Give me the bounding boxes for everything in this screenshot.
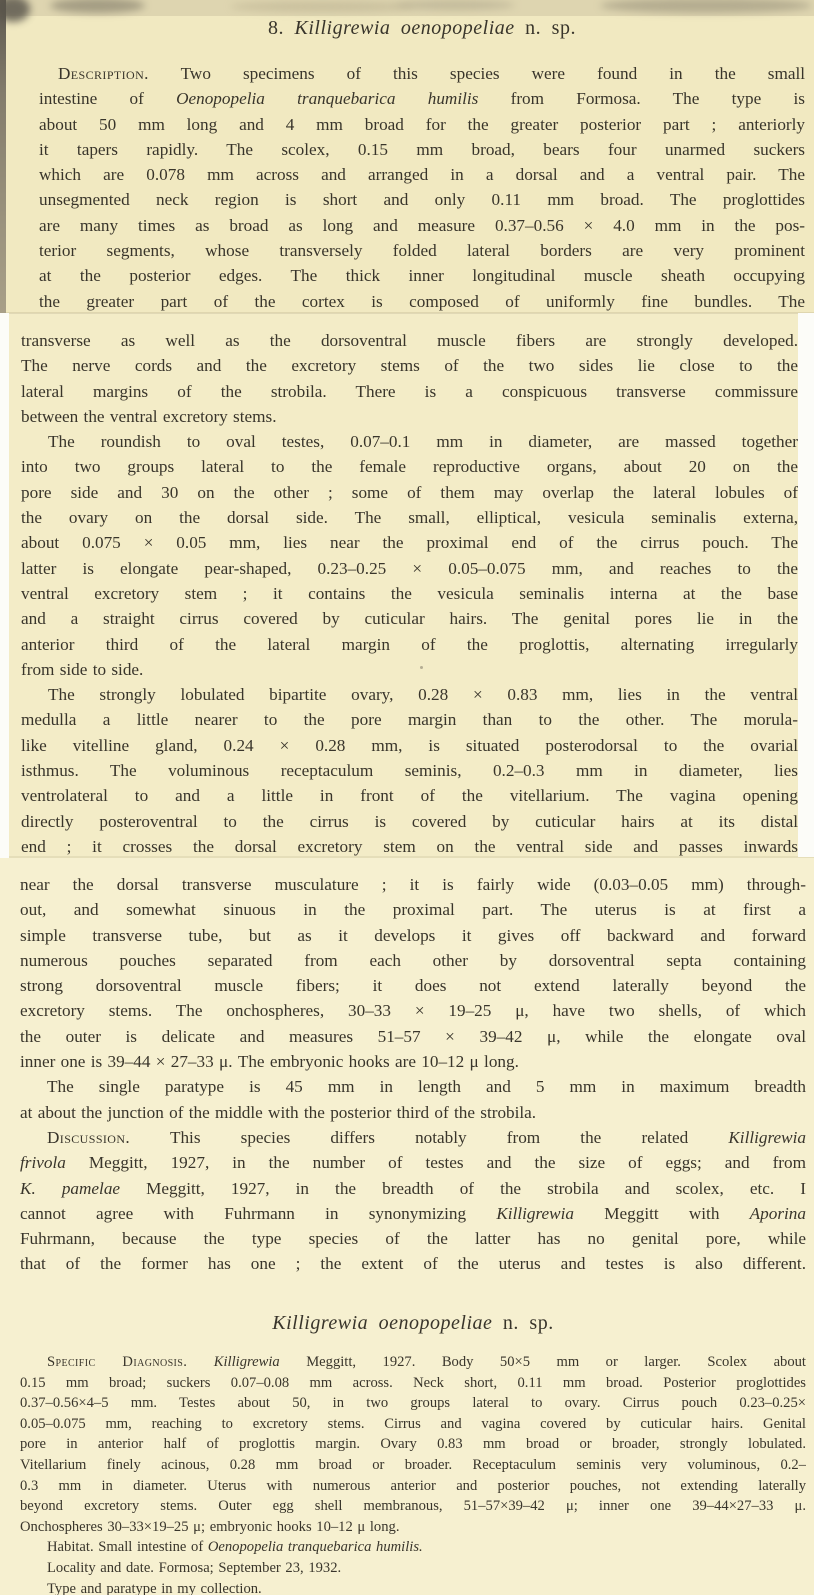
text-line	[20, 998, 806, 1023]
text-run: out, and somewhat sinuous in the proximal part. The uterus is at first a	[20, 900, 806, 920]
text-run: Locality and date. Formosa; September 23, 1932.	[47, 1559, 342, 1576]
text-line	[39, 61, 805, 86]
text-run: are many times as broad as long and measure 0.37–0.56 × 4.0 mm in the pos-	[39, 215, 805, 235]
smallcaps-text-run: Description.	[58, 64, 149, 83]
text-run: This species differs notably from the related	[130, 1127, 729, 1147]
text-line	[20, 1049, 806, 1074]
text-line	[39, 162, 805, 187]
scan-edge-shadow	[0, 0, 6, 313]
scan-edge-artifact	[798, 313, 814, 857]
text-run: intestine of	[39, 89, 177, 109]
italic-text-run: K. pamelae	[20, 1178, 121, 1198]
text-run: the ovary on the dorsal side. The small, elliptical, vesicula seminalis externa,	[21, 508, 798, 528]
text-line	[21, 657, 798, 682]
text-line	[20, 872, 806, 897]
text-line	[21, 758, 798, 783]
text-line	[20, 1393, 806, 1414]
text-line	[21, 328, 798, 353]
text-line	[39, 263, 805, 288]
text-line	[21, 606, 798, 631]
text-line	[39, 213, 805, 238]
text-run: lateral margins of the strobila. There is a conspicuous transverse commissure	[21, 381, 798, 401]
description-paragraphs-top	[39, 61, 805, 314]
text-run: the outer is delicate and measures 51–57 × 39–42 μ, while the elongate oval	[20, 1026, 806, 1046]
text-line	[20, 948, 806, 973]
text-line	[20, 1352, 806, 1373]
text-run: numerous pouches separated from each other by dorsoventral septa containing	[20, 950, 806, 970]
text-run: ventral excretory stem ; it contains the vesicula seminalis interna at the base	[21, 583, 798, 603]
text-run: 0.37–0.56×4–5 mm. Testes about 50, in two groups lateral to ovary. Cirrus pouch 0.23–0.25×	[20, 1395, 806, 1412]
text-run: Habitat. Small intestine of	[47, 1539, 208, 1556]
text-run: Vitellarium finely acinous, 0.28 mm broad or broader. Receptaculum seminis very voluminous, 0.2–	[20, 1456, 806, 1473]
text-run: that of the former has one ; the extent of the uterus and testes is also different.	[20, 1254, 806, 1274]
text-run: pore side and 30 on the other ; some of them may overlap the lateral lobules of	[21, 482, 798, 502]
text-line	[21, 834, 798, 859]
text-line	[20, 1201, 806, 1226]
text-run: ventrolateral to and a little in front of the vitellarium. The vagina opening	[21, 786, 798, 806]
text-run: excretory stems. The onchospheres, 30–33 × 19–25 μ, have two shells, of which	[20, 1001, 806, 1021]
text-line	[21, 632, 798, 657]
text-run: The roundish to oval testes, 0.07–0.1 mm in diameter, are massed together	[48, 432, 798, 452]
text-run: latter is elongate pear-shaped, 0.23–0.25 × 0.05–0.075 mm, and reaches to the	[21, 558, 798, 578]
text-line	[20, 1476, 806, 1497]
italic-text-run: Killigrewia	[213, 1354, 280, 1370]
text-line	[21, 733, 798, 758]
text-line	[20, 1579, 806, 1595]
text-line	[21, 353, 798, 378]
italic-text-run: Killigrewia oenopopeliae	[294, 17, 515, 39]
text-line	[21, 707, 798, 732]
text-run: terior segments, whose transversely folded lateral borders are very prominent	[39, 241, 805, 261]
text-run: inner one is 39–44 × 27–33 μ. The embryonic hooks are 10–12 μ long.	[20, 1052, 519, 1072]
text-line	[20, 1226, 806, 1251]
text-line	[21, 556, 798, 581]
text-line	[39, 13, 805, 43]
text-run: anterior third of the lateral margin of the proglottis, alternating irregularly	[21, 634, 798, 654]
text-run: which are 0.078 mm across and arranged in a dorsal and a ventral pair. The	[39, 165, 805, 185]
smallcaps-text-run: Specific Diagnosis.	[47, 1354, 188, 1370]
text-run: n. sp.	[514, 17, 576, 39]
text-run: Two specimens of this species were found in the small	[148, 64, 805, 83]
text-line	[20, 1517, 806, 1538]
text-run: medulla a little nearer to the pore margin than to the other. The morula-	[21, 710, 798, 730]
text-line	[20, 1150, 806, 1175]
text-run: Onchospheres 30–33×19–25 μ; embryonic hooks 10–12 μ long.	[20, 1518, 400, 1535]
text-line	[20, 1251, 806, 1276]
text-line	[21, 379, 798, 404]
italic-text-run: Killigrewia oenopopeliae	[272, 1312, 493, 1334]
text-run: isthmus. The voluminous receptaculum seminis, 0.2–0.3 mm in diameter, lies	[21, 761, 798, 781]
text-run: and a straight cirrus covered by cuticular hairs. The genital pores lie in the	[21, 609, 798, 629]
text-run: pore in anterior half of proglottis margin. Ovary 0.83 mm broad or broader, strongly lobulated.	[20, 1436, 806, 1453]
text-run: near the dorsal transverse musculature ; it is fairly wide (0.03–0.05 mm) through-	[20, 875, 806, 894]
text-line	[20, 973, 806, 998]
text-run: like vitelline gland, 0.24 × 0.28 mm, is situated posterodorsal to the ovarial	[21, 735, 798, 755]
text-line	[20, 1455, 806, 1476]
text-run: 0.3 mm in diameter. Uterus with numerous anterior and posterior pouches, not extending laterally	[20, 1477, 806, 1494]
text-line	[20, 1537, 806, 1558]
text-line	[39, 238, 805, 263]
text-line	[20, 1414, 806, 1435]
text-run: from side to side.	[21, 659, 144, 679]
text-line	[21, 783, 798, 808]
text-run: directly posteroventral to the cirrus is covered by cuticular hairs at its distal	[21, 811, 798, 831]
italic-text-run: Oenopopelia tranquebarica humilis	[176, 89, 479, 109]
text-line	[20, 1074, 806, 1099]
text-line	[20, 1558, 806, 1579]
text-line	[20, 1100, 806, 1125]
text-line	[39, 187, 805, 212]
text-run: end ; it crosses the dorsal excretory stem on the ventral side and passes inwards	[21, 836, 798, 856]
text-run: The nerve cords and the excretory stems of the two sides lie close to the	[21, 356, 798, 376]
text-run: the greater part of the cortex is composed of uniformly fine bundles. The	[39, 291, 805, 311]
scan-edge-artifact	[0, 313, 9, 858]
text-run	[187, 1354, 213, 1370]
text-line	[21, 530, 798, 555]
text-line	[21, 682, 798, 707]
text-line	[21, 809, 798, 834]
text-line	[39, 112, 805, 137]
italic-text-run: Killigrewia	[496, 1203, 574, 1223]
text-line	[20, 1308, 806, 1338]
text-line	[21, 429, 798, 454]
text-run: simple transverse tube, but as it develops it gives off backward and forward	[20, 925, 806, 945]
text-line	[20, 1024, 806, 1049]
text-run: transverse as well as the dorsoventral muscle fibers are strongly developed.	[21, 331, 798, 350]
text-run: Type and paratype in my collection.	[47, 1580, 262, 1595]
text-line	[20, 1176, 806, 1201]
italic-text-run: Oenopopelia tranquebarica humilis.	[207, 1539, 423, 1556]
text-run: The single paratype is 45 mm in length and 5 mm in maximum breadth	[47, 1077, 806, 1097]
text-line	[20, 1373, 806, 1394]
text-line	[20, 1496, 806, 1517]
text-run: Meggitt, 1927, in the breadth of the strobila and scolex, etc. I	[120, 1178, 806, 1198]
text-line	[21, 581, 798, 606]
scan-noise-blob	[395, 0, 515, 10]
text-run: Meggitt with	[574, 1203, 750, 1223]
text-line	[39, 86, 805, 111]
smallcaps-text-run: Discussion.	[47, 1127, 131, 1147]
italic-text-run: frivola	[20, 1153, 66, 1173]
text-line	[20, 897, 806, 922]
scan-noise-blob	[230, 1, 415, 12]
text-run: between the ventral excretory stems.	[21, 406, 277, 426]
description-paragraphs-middle	[21, 328, 798, 859]
text-line	[21, 505, 798, 530]
scan-noise-blob	[600, 0, 812, 13]
text-run: strong dorsoventral muscle fibers; it does not extend laterally beyond the	[20, 976, 806, 996]
text-line	[20, 1434, 806, 1455]
italic-text-run: Aporina	[749, 1203, 806, 1223]
text-line	[39, 289, 805, 314]
text-line	[21, 480, 798, 505]
text-run: it tapers rapidly. The scolex, 0.15 mm broad, bears four unarmed suckers	[39, 139, 805, 159]
text-run: The strongly lobulated bipartite ovary, 0.28 × 0.83 mm, lies in the ventral	[48, 685, 798, 705]
description-discussion-paragraphs	[20, 872, 806, 1277]
text-run: unsegmented neck region is short and only 0.11 mm broad. The proglottides	[39, 190, 805, 210]
text-line	[21, 454, 798, 479]
text-run: from Formosa. The type is	[478, 89, 805, 109]
diagnosis-heading	[20, 1308, 806, 1338]
scan-noise-blob	[50, 0, 145, 13]
text-run: Meggitt, 1927. Body 50×5 mm or larger. Scolex about	[279, 1354, 806, 1370]
text-run: cannot agree with Fuhrmann in synonymizing	[20, 1203, 497, 1223]
text-run: n. sp.	[492, 1312, 554, 1334]
text-run: 0.05–0.075 mm, reaching to excretory stems. Cirrus and vagina covered by cuticular hairs. Genital	[20, 1415, 806, 1432]
text-line	[20, 1125, 806, 1150]
text-run: beyond excretory stems. Outer egg shell membranous, 51–57×39–42 μ; inner one 39–44×27–33 μ.	[20, 1498, 806, 1515]
text-line	[39, 137, 805, 162]
specific-diagnosis-block	[20, 1352, 806, 1595]
text-line	[20, 923, 806, 948]
text-run: about 50 mm long and 4 mm broad for the greater posterior part ; anteriorly	[39, 114, 805, 134]
text-run: into two groups lateral to the female reproductive organs, about 20 on the	[21, 457, 798, 477]
text-run: 0.15 mm broad; suckers 0.07–0.08 mm across. Neck short, 0.11 mm broad. Posterior proglottides	[20, 1374, 806, 1391]
text-run: at about the junction of the middle with the posterior third of the strobila.	[20, 1102, 537, 1122]
text-run: 8.	[268, 17, 295, 39]
text-run: Meggitt, 1927, in the number of testes and the size of eggs; and from	[65, 1153, 806, 1173]
species-heading	[39, 13, 805, 43]
text-line	[21, 404, 798, 429]
text-run: at the posterior edges. The thick inner longitudinal muscle sheath occupying	[39, 266, 805, 286]
text-run: Fuhrmann, because the type species of the latter has no genital pore, while	[20, 1229, 806, 1249]
text-run: about 0.075 × 0.05 mm, lies near the proximal end of the cirrus pouch. The	[21, 533, 798, 553]
italic-text-run: Killigrewia	[728, 1127, 806, 1147]
